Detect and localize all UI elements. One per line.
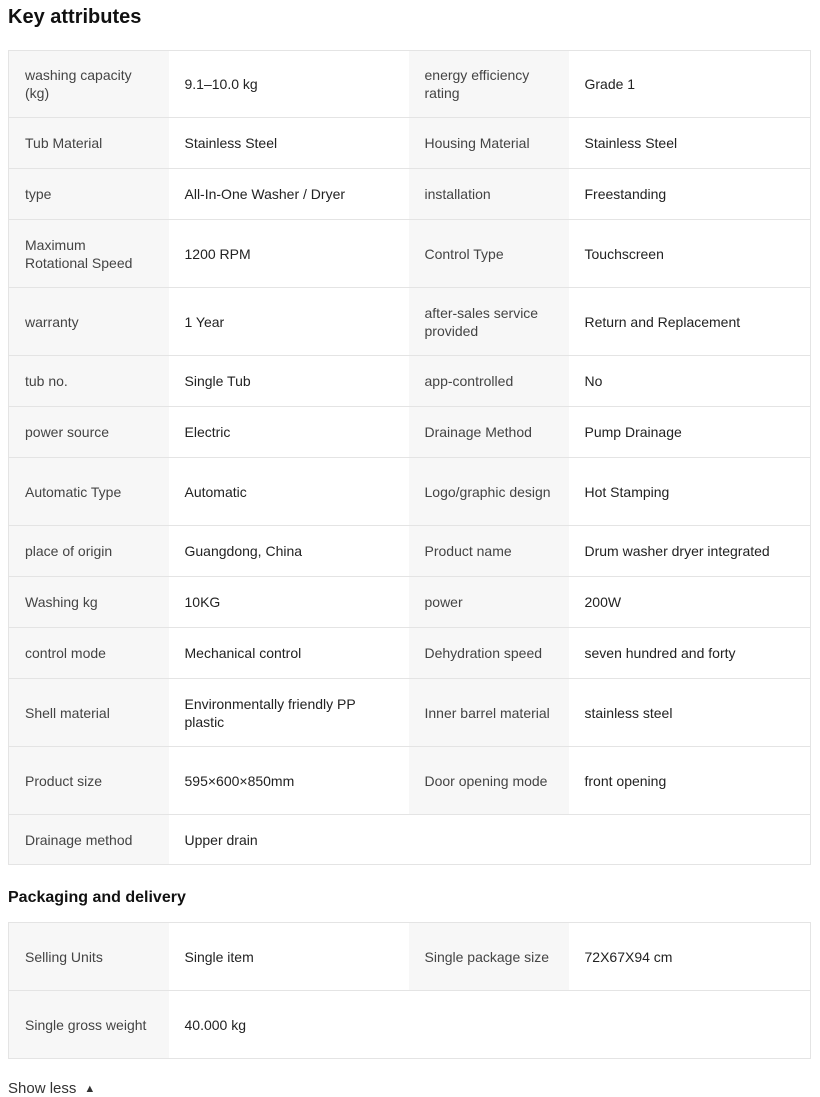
attribute-row <box>9 356 811 407</box>
attribute-value: 1 Year <box>169 288 409 356</box>
attribute-row <box>9 747 811 815</box>
attribute-name: app-controlled <box>409 356 569 407</box>
attribute-value: Pump Drainage <box>569 407 811 458</box>
attribute-row <box>9 169 811 220</box>
show-less-button[interactable] <box>8 1080 95 1097</box>
attribute-value: Stainless Steel <box>569 118 811 169</box>
attribute-name: Selling Units <box>9 923 169 991</box>
attribute-value: Hot Stamping <box>569 458 811 526</box>
attribute-value: Drum washer dryer integrated <box>569 526 811 577</box>
attribute-value: 595×600×850mm <box>169 747 409 815</box>
attribute-row <box>9 118 811 169</box>
attribute-name: type <box>9 169 169 220</box>
attribute-name: Logo/graphic design <box>409 458 569 526</box>
attribute-name: Control Type <box>409 220 569 288</box>
attribute-value: Stainless Steel <box>169 118 409 169</box>
attribute-name: Inner barrel material <box>409 679 569 747</box>
packaging-title: Packaging and delivery <box>8 889 186 906</box>
attribute-value: All-In-One Washer / Dryer <box>169 169 409 220</box>
attribute-name: Product name <box>409 526 569 577</box>
attribute-value: Automatic <box>169 458 409 526</box>
packaging-table <box>8 922 811 1059</box>
attribute-name: energy efficiency rating <box>409 51 569 118</box>
attribute-name: Dehydration speed <box>409 628 569 679</box>
attribute-name <box>409 991 569 1059</box>
attribute-value: Upper drain <box>169 815 409 865</box>
attribute-value: 200W <box>569 577 811 628</box>
attribute-name: Tub Material <box>9 118 169 169</box>
attribute-value: seven hundred and forty <box>569 628 811 679</box>
attribute-row <box>9 51 811 118</box>
attribute-value: Single item <box>169 923 409 991</box>
attribute-value <box>569 815 811 865</box>
attribute-row <box>9 577 811 628</box>
attribute-name: tub no. <box>9 356 169 407</box>
attribute-name <box>409 815 569 865</box>
attribute-value: Touchscreen <box>569 220 811 288</box>
attribute-value: Grade 1 <box>569 51 811 118</box>
attributes-panel <box>8 0 810 1059</box>
attribute-name: Single gross weight <box>9 991 169 1059</box>
attribute-value: 9.1–10.0 kg <box>169 51 409 118</box>
attribute-value: front opening <box>569 747 811 815</box>
attribute-value <box>569 991 811 1059</box>
attribute-value: 72X67X94 cm <box>569 923 811 991</box>
attribute-name: Single package size <box>409 923 569 991</box>
attribute-value: Mechanical control <box>169 628 409 679</box>
attribute-row <box>9 407 811 458</box>
attribute-name: warranty <box>9 288 169 356</box>
attribute-value: Electric <box>169 407 409 458</box>
attribute-name: Housing Material <box>409 118 569 169</box>
attribute-value: 1200 RPM <box>169 220 409 288</box>
attribute-row <box>9 679 811 747</box>
attribute-name: after-sales service provided <box>409 288 569 356</box>
attribute-value: Freestanding <box>569 169 811 220</box>
attribute-row <box>9 288 811 356</box>
attribute-row <box>9 458 811 526</box>
attribute-value: Return and Replacement <box>569 288 811 356</box>
attribute-name: Drainage method <box>9 815 169 865</box>
attribute-row <box>9 220 811 288</box>
attribute-value: Single Tub <box>169 356 409 407</box>
attribute-name: Automatic Type <box>9 458 169 526</box>
attribute-name: Drainage Method <box>409 407 569 458</box>
attribute-value: Guangdong, China <box>169 526 409 577</box>
attribute-value: 40.000 kg <box>169 991 409 1059</box>
attribute-name: Shell material <box>9 679 169 747</box>
attribute-name: installation <box>409 169 569 220</box>
attribute-name: Maximum Rotational Speed <box>9 220 169 288</box>
attribute-value: No <box>569 356 811 407</box>
key-attributes-title: Key attributes <box>8 6 142 28</box>
attribute-row <box>9 923 811 991</box>
attribute-value: 10KG <box>169 577 409 628</box>
attribute-name: washing capacity (kg) <box>9 51 169 118</box>
attribute-name: control mode <box>9 628 169 679</box>
attribute-name: power <box>409 577 569 628</box>
attribute-row <box>9 628 811 679</box>
attribute-row <box>9 526 811 577</box>
attribute-row <box>9 815 811 865</box>
attribute-name: place of origin <box>9 526 169 577</box>
attribute-name: power source <box>9 407 169 458</box>
attribute-value: Environmentally friendly PP plastic <box>169 679 409 747</box>
chevron-up-icon: ▲ <box>84 1082 96 1095</box>
key-attributes-table <box>8 50 811 865</box>
attribute-row <box>9 991 811 1059</box>
attribute-value: stainless steel <box>569 679 811 747</box>
attribute-name: Door opening mode <box>409 747 569 815</box>
attribute-name: Product size <box>9 747 169 815</box>
show-less-label: Show less <box>8 1080 77 1097</box>
attribute-name: Washing kg <box>9 577 169 628</box>
